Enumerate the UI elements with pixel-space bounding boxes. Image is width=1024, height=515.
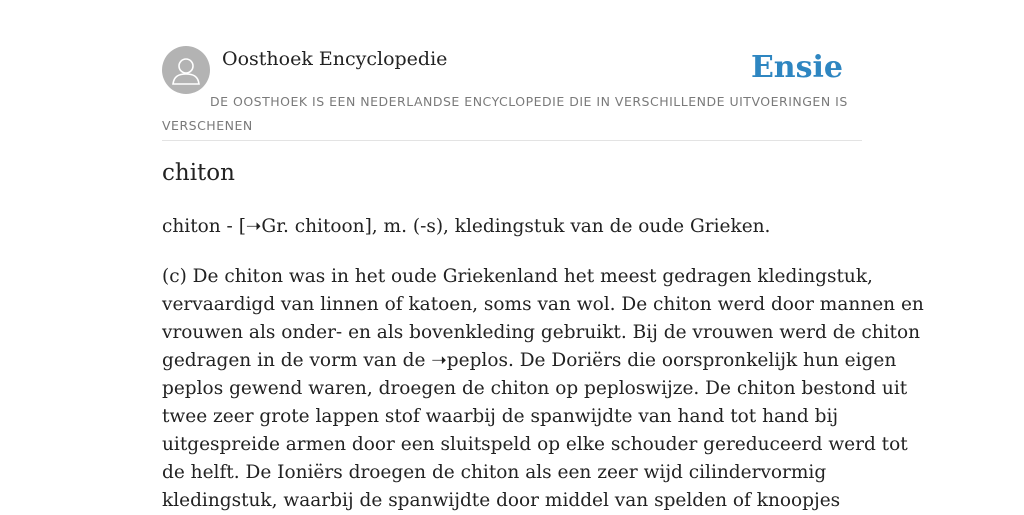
body-line: (c) De chiton was in het oude Griekenland het meest gedragen kledingstuk, [162, 266, 873, 287]
body-line: vrouwen als onder- en als bovenkleding gebruikt. Bij de vrouwen werd de chiton [162, 322, 921, 343]
body-line: uitgespreide armen door een sluitspeld op elke schouder gereduceerd werd tot [162, 434, 908, 455]
site-header [162, 46, 862, 141]
entry-definition: chiton - [➝Gr. chitoon], m. (-s), kledingstuk van de oude Grieken. [162, 216, 771, 237]
user-avatar-icon[interactable] [162, 46, 210, 94]
article-body [162, 263, 924, 515]
body-line: de helft. De Ioniërs droegen de chiton als een zeer wijd cilindervormig [162, 462, 827, 483]
site-title[interactable]: Oosthoek Encyclopedie [222, 48, 448, 70]
body-line: twee zeer grote lappen stof waarbij de spanwijdte van hand tot hand bij [162, 406, 839, 427]
site-tagline: DE OOSTHOEK IS EEN NEDERLANDSE ENCYCLOPEDIE DIE IN VERSCHILLENDE UITVOERINGEN IS VERSCHENEN [162, 94, 848, 133]
body-line: peplos gewend waren, droegen de chiton op peploswijze. De chiton bestond uit [162, 378, 908, 399]
body-line-peplos-link[interactable]: gedragen in de vorm van de ➝peplos. De Doriërs die oorspronkelijk hun eigen [162, 350, 897, 371]
body-line: kledingstuk, waarbij de spanwijdte door middel van spelden of knoopjes [162, 490, 841, 511]
body-line: vervaardigd van linnen of katoen, soms van wol. De chiton werd door mannen en [162, 294, 924, 315]
page-title: chiton [162, 160, 235, 186]
ensie-logo[interactable]: Ensie [750, 50, 843, 85]
